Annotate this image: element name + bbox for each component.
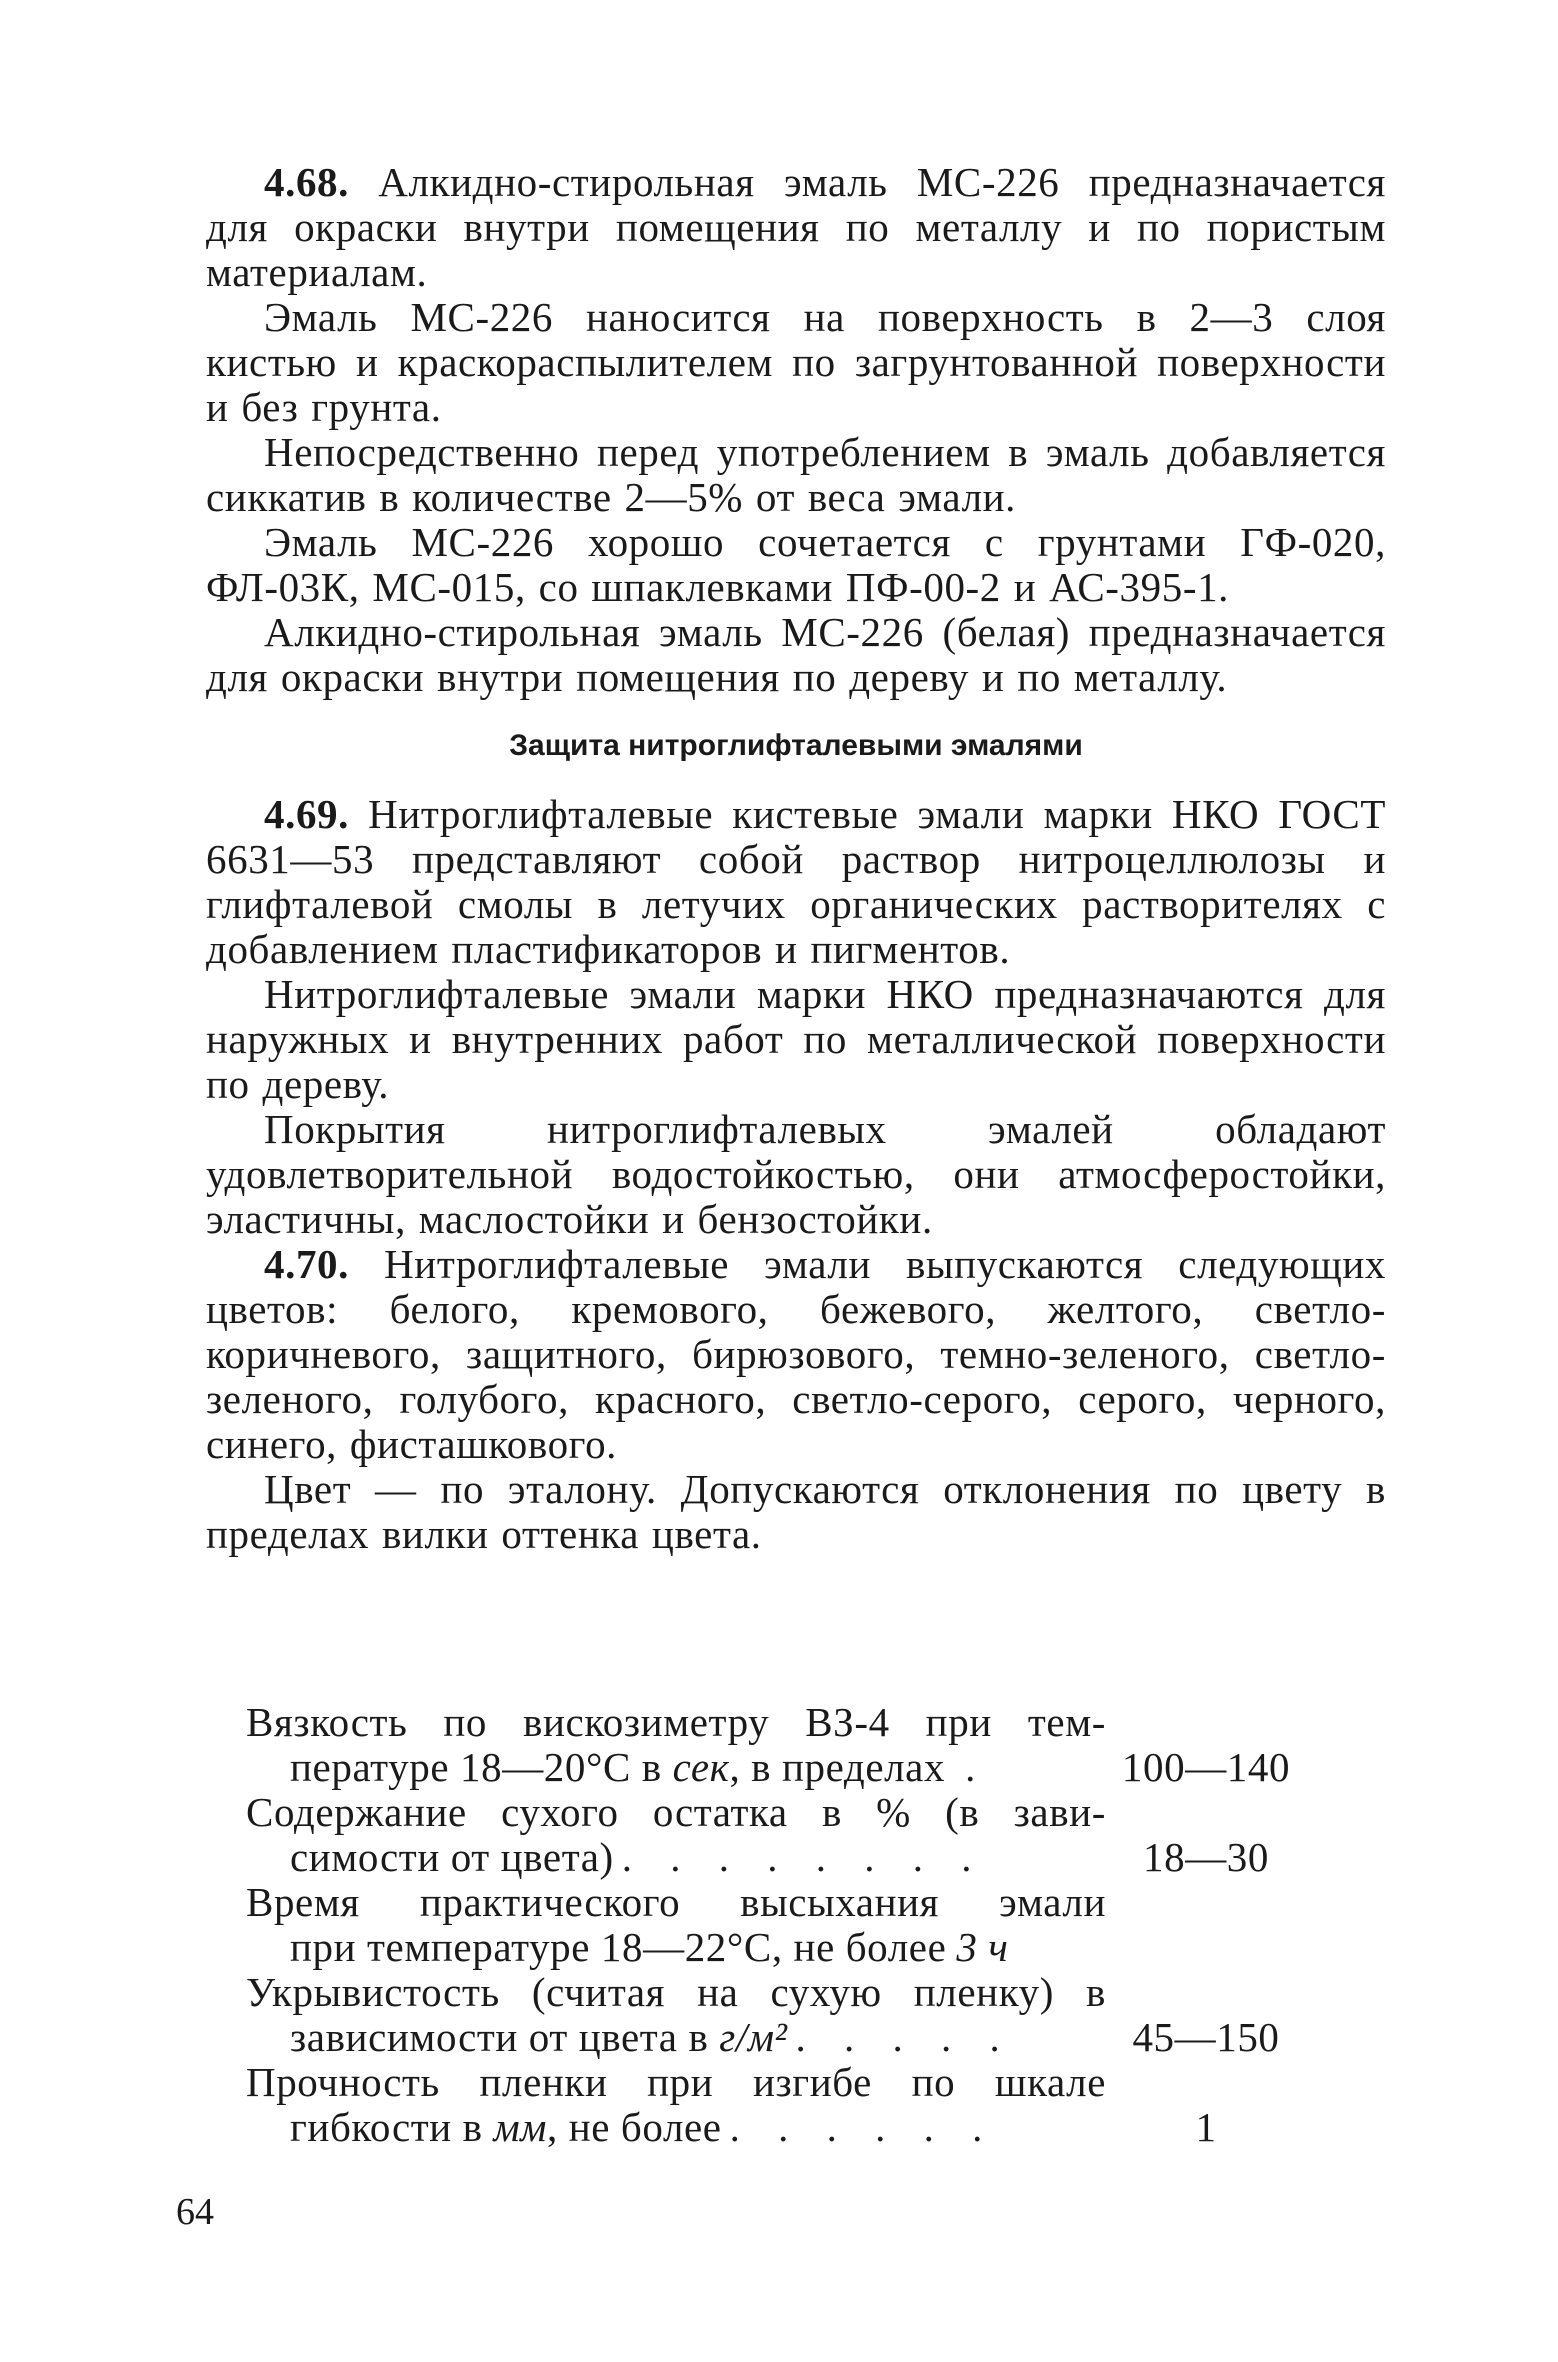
spec-value: 1 [1195,2104,1217,2150]
spec-label: Укрывистость (считая на сухую пленку) в [246,1969,1106,2015]
section-4-68-paragraph-1 [206,160,1386,295]
spec-continuation-text [290,1745,945,1790]
page-body [206,160,1386,1557]
spec-label: Время практического высыхания эмали [246,1879,1106,1925]
leader-dots: . [965,1745,990,1790]
section-4-69-paragraph-3: Покрытия нитроглифталевых эмалей обладают удовлетворительной водостойкостью, они атмосферостойки, эластичны, маслостойки и бензостойки. [206,1106,1386,1242]
section-4-69-paragraph-1 [206,792,1386,972]
spec-label: Вязкость по вискозиметру ВЗ-4 при тем- [246,1699,1106,1745]
section-number: 4.69. [264,791,349,837]
spec-label: Содержание сухого остатка в % (в зави- [246,1789,1106,1835]
spec-unit: мм [493,2104,548,2150]
spec-value: 100—140 [1121,1744,1291,1790]
section-4-68-paragraph-3: Непосредственно перед употреблением в эмаль добавляется сиккатив в количестве 2—5% от веса эмали. [206,429,1386,520]
spec-unit: 3 ч [956,1924,1009,1970]
spec-continuation-text [290,2105,722,2150]
spec-continuation [246,2105,1306,2150]
paragraph-text: Нитроглифталевые кистевые эмали марки НКО ГОСТ 6631—53 представляют собой раствор нитроцеллюлозы и глифталевой смолы в летучих органических растворителях с добавлением пластификаторов и пигментов. [206,791,1386,972]
section-number: 4.70. [264,1241,349,1287]
section-4-70-paragraph-2: Цвет — по эталону. Допускаются отклонения по цвету в пределах вилки оттенка цвета. [206,1466,1386,1557]
section-number: 4.68. [264,159,349,205]
spec-continuation [246,2015,1306,2060]
spec-row-flexibility [246,2060,1306,2150]
leader-dots: . . . . . . . . [621,1835,986,1880]
spec-text: пературе 18—20°С в [290,1744,673,1790]
spec-label: Прочность пленки при изгибе по шкале [246,2059,1106,2105]
spec-row-dry-residue [246,1790,1306,1880]
spec-text: зависимости от цвета в [290,2014,720,2060]
paragraph-text: Алкидно-стирольная эмаль МС-226 предназначается для окраски внутри помещения по металлу и по пористым материалам. [206,159,1386,295]
leader-dots: . . . . . . [729,2105,997,2150]
spec-text: , не более [547,2104,722,2150]
spec-unit: г/м² [719,2014,788,2060]
spec-continuation [246,1925,1306,1970]
spec-continuation-text: при температуре 18—22°С, не более [290,1924,947,1970]
spec-row-drying-time [246,1880,1306,1970]
specification-table [246,1700,1306,2150]
section-4-68-paragraph-2: Эмаль МС-226 наносится на поверхность в 2—3 слоя кистью и краскораспылителем по загрунтованной поверхности и без грунта. [206,294,1386,430]
spec-continuation [246,1745,1306,1790]
spec-continuation [246,1835,1306,1880]
spec-unit: сек [672,1744,730,1790]
spec-continuation-text: симости от цвета) [290,1834,614,1880]
section-4-68-paragraph-5: Алкидно-стирольная эмаль МС-226 (белая) предназначается для окраски внутри помещения по дереву и по металлу. [206,609,1386,700]
spec-text: гибкости в [290,2104,494,2150]
spec-value [946,1925,1008,1970]
section-4-68-paragraph-4: Эмаль МС-226 хорошо сочетается с грунтами ГФ-020, ФЛ-03К, МС-015, со шпаклевками ПФ-00-2 и АС-395-1. [206,519,1386,610]
spec-text: , в пределах [729,1744,946,1790]
spec-continuation-text [290,2015,788,2060]
spec-value: 45—150 [1132,2014,1280,2060]
spec-value: 18—30 [1143,1834,1269,1880]
spec-row-hiding-power [246,1970,1306,2060]
leader-dots: . . . . . [795,2015,1014,2060]
section-heading: Защита нитроглифталевыми эмалями [509,729,1083,762]
section-4-69-paragraph-2: Нитроглифталевые эмали марки НКО предназначаются для наружных и внутренних работ по металлической поверхности по дереву. [206,971,1386,1107]
section-4-70-paragraph-1 [206,1242,1386,1467]
page-number: 64 [176,2191,214,2233]
spec-row-viscosity [246,1700,1306,1790]
paragraph-text: Нитроглифталевые эмали выпускаются следующих цветов: белого, кремового, бежевого, желтого, светло-коричневого, защитного, бирюзового, темно-зеленого, светло-зеленого, голубого, красного, светло-серого, серого, черного, синего, фисташкового. [206,1241,1387,1467]
